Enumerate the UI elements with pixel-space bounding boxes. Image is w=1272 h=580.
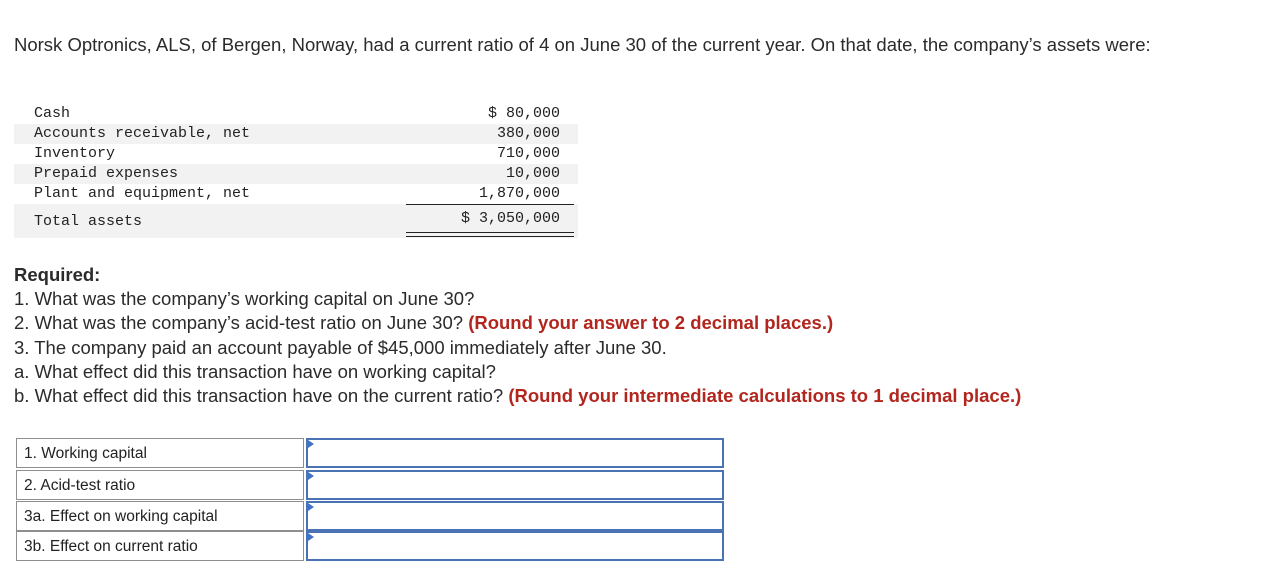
asset-label: Plant and equipment, net [34,185,251,202]
asset-label: Inventory [34,145,116,162]
working-capital-input[interactable] [306,438,724,468]
effect-working-capital-input[interactable] [306,501,724,531]
acid-test-ratio-input[interactable] [306,470,724,500]
answer-table [16,438,726,564]
question-2-text: 2. What was the company’s acid-test ratio on June 30? [14,312,464,334]
asset-label: Prepaid expenses [34,165,179,182]
required-heading: Required: [14,264,101,285]
total-assets-amount: $ 3,050,000 [460,210,560,227]
total-assets-row [14,204,578,238]
asset-label: Cash [34,105,71,122]
question-3a: a. What effect did this transaction have on working capital? [14,360,496,382]
asset-row-prepaid-expenses [14,164,578,184]
effect-current-ratio-input[interactable] [306,531,724,561]
answer-row-working-capital [16,438,726,468]
rounding-note: (Round your answer to 2 decimal places.) [468,312,834,334]
asset-amount: 1,870,000 [478,185,560,202]
answer-label: 3a. Effect on working capital [16,501,304,531]
question-1: 1. What was the company’s working capital on June 30? [14,288,475,310]
asset-row-cash [14,104,578,124]
total-double-underline-top [406,232,574,233]
answer-label: 1. Working capital [16,438,304,468]
question-3: 3. The company paid an account payable of $45,000 immediately after June 30. [14,336,667,358]
total-assets-label: Total assets [34,213,143,230]
asset-amount: 10,000 [505,165,560,182]
question-3b [14,384,1259,408]
answer-label: 2. Acid-test ratio [16,470,304,500]
required-section [14,263,1259,408]
answer-label: 3b. Effect on current ratio [16,531,304,561]
total-double-underline-bottom [406,236,574,237]
rounding-note: (Round your intermediate calculations to 1 decimal place.) [508,385,1022,407]
asset-amount: 710,000 [496,145,560,162]
problem-intro: Norsk Optronics, ALS, of Bergen, Norway, had a current ratio of 4 on June 30 of the current year. On that date, the company’s assets were: [14,34,1151,55]
answer-row-acid-test-ratio [16,470,726,500]
asset-amount: $ 80,000 [487,105,560,122]
assets-table [14,104,578,238]
asset-row-plant-equipment [14,184,578,204]
asset-amount: 380,000 [496,125,560,142]
asset-row-accounts-receivable [14,124,578,144]
answer-row-effect-current-ratio [16,531,726,561]
question-2 [14,311,1259,335]
asset-row-inventory [14,144,578,164]
asset-label: Accounts receivable, net [34,125,251,142]
answer-row-effect-working-capital [16,501,726,531]
question-3b-text: b. What effect did this transaction have on the current ratio? [14,385,504,407]
subtotal-underline [406,204,574,205]
